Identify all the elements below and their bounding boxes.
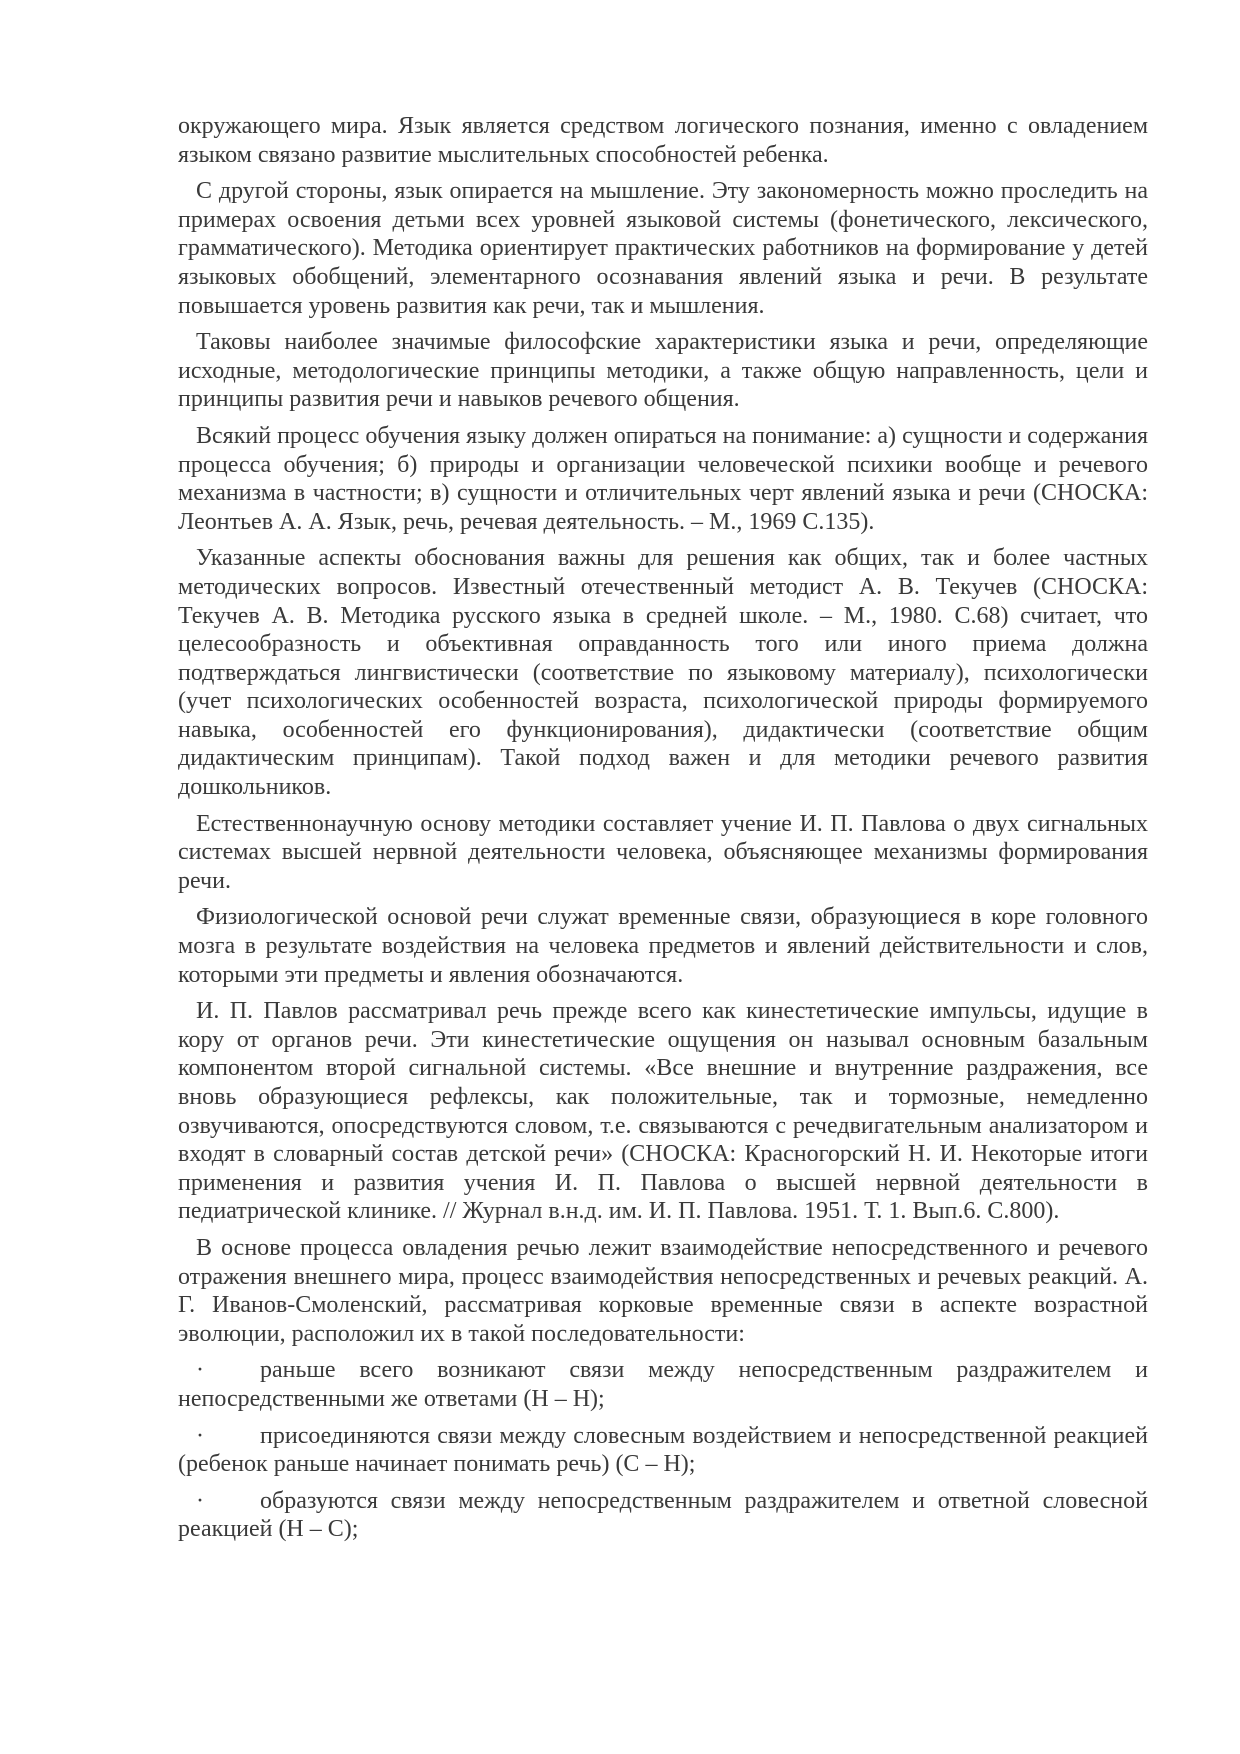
list-item [178,1356,1148,1413]
paragraph: Всякий процесс обучения языку должен опираться на понимание: а) сущности и содержания процесса обучения; б) природы и организации человеческой психики вообще и речевого механизма в частности; в) сущности и отличительных черт явлений языка и речи (СНОСКА: Леонтьев А. А. Язык, речь, речевая деятельность. – М., 1969 С.135). [178,422,1148,535]
paragraph: И. П. Павлов рассматривал речь прежде всего как кинестетические импульсы, идущие в кору от органов речи. Эти кинестетические ощущения он называл основным базальным компонентом второй сигнальной системы. «Все внешние и внутренние раздражения, все вновь образующиеся рефлексы, как положительные, так и тормозные, немедленно озвучиваются, опосредствуются словом, т.е. связываются с речедвигательным анализатором и входят в словарный состав детской речи» (СНОСКА: Красногорский Н. И. Некоторые итоги применения и развития учения И. П. Павлова о высшей нервной деятельности в педиатрической клинике. // Журнал в.н.д. им. И. П. Павлова. 1951. Т. 1. Вып.6. С.800). [178,998,1148,1225]
list-item [178,1487,1148,1544]
paragraph: В основе процесса овладения речью лежит взаимодействие непосредственного и речевого отражения внешнего мира, процесс взаимодействия непосредственных и речевых реакций. А. Г. Иванов-Смоленский, рассматривая корковые временные связи в аспекте возрастной эволюции, расположил их в такой последовательности: [178,1234,1148,1347]
bullet-marker: · [196,1422,204,1449]
paragraph: Физиологической основой речи служат временные связи, образующиеся в коре головного мозга в результате воздействия на человека предметов и явлений действительности и слов, которыми эти предметы и явления обозначаются. [178,904,1148,988]
list-item-text: образуются связи между непосредственным раздражителем и ответной словесной реакцией (Н – С); [178,1487,1148,1543]
paragraph: окружающего мира. Язык является средством логического познания, именно с овладением языком связано развитие мыслительных способностей ребенка. [178,113,1148,168]
bullet-marker: · [196,1357,204,1384]
list-item [178,1422,1148,1479]
list-item-text: раньше всего возникают связи между непосредственным раздражителем и непосредственными же ответами (Н – Н); [178,1357,1148,1412]
bullet-marker: · [196,1487,204,1514]
paragraph: Естественнонаучную основу методики составляет учение И. П. Павлова о двух сигнальных системах высшей нервной деятельности человека, объясняющее механизмы формирования речи. [178,810,1148,894]
paragraph: Таковы наиболее значимые философские характеристики языка и речи, определяющие исходные, методологические принципы методики, а также общую направленность, цели и принципы развития речи и навыков речевого общения. [178,329,1148,413]
list-item-text: присоединяются связи между словесным воздействием и непосредственной реакцией (ребенок раньше начинает понимать речь) (С – Н); [178,1422,1148,1478]
paragraph: Указанные аспекты обоснования важны для решения как общих, так и более частных методических вопросов. Известный отечественный методист А. В. Текучев (СНОСКА: Текучев А. В. Методика русского языка в средней школе. – М., 1980. С.68) считает, что целесообразность и объективная оправданность того или иного приема должна подтверждаться лингвистически (соответствие по языковому материалу), психологически (учет психологических особенностей возраста, психологической природы формируемого навыка, особенностей его функционирования), дидактически (соответствие общим дидактическим принципам). Такой подход важен и для методики речевого развития дошкольников. [178,545,1148,801]
paragraph: С другой стороны, язык опирается на мышление. Эту закономерность можно проследить на примерах освоения детьми всех уровней языковой системы (фонетического, лексического, грамматического). Методика ориентирует практических работников на формирование у детей языковых обобщений, элементарного осознавания явлений языка и речи. В результате повышается уровень развития как речи, так и мышления. [178,178,1148,319]
